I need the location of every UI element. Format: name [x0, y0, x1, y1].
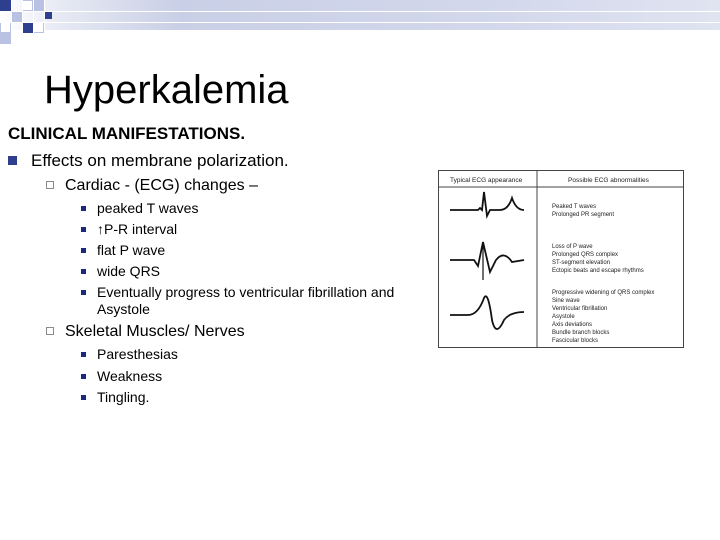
ecg-row2-line2: Prolonged QRS complex	[552, 252, 619, 258]
small-square-bullet-icon	[81, 248, 86, 253]
slide-title: Hyperkalemia	[44, 68, 289, 112]
ecg-table-svg	[438, 170, 684, 348]
small-square-bullet-icon	[81, 206, 86, 211]
bullet-text: Cardiac - (ECG) changes –	[65, 177, 258, 194]
ecg-row3-line6: Bundle branch blocks	[552, 330, 610, 336]
list-item	[81, 242, 165, 259]
header-band	[0, 0, 720, 30]
section-heading: CLINICAL MANIFESTATIONS.	[8, 124, 246, 143]
ecg-row2-line1: Loss of P wave	[552, 244, 593, 250]
hollow-square-bullet-icon	[46, 181, 54, 189]
deco-line	[33, 0, 34, 50]
deco-square	[0, 33, 11, 44]
list-item-text: Tingling.	[97, 389, 150, 405]
ecg-row2-line3: ST-segment elevation	[552, 260, 611, 266]
list-item-text: Eventually progress to ventricular fibrillation and Asystole	[97, 284, 395, 317]
bullet-skeletal	[46, 322, 245, 342]
small-square-bullet-icon	[81, 352, 86, 357]
ecg-row3-line1: Progressive widening of QRS complex	[552, 290, 655, 296]
ecg-table-figure	[438, 170, 684, 348]
deco-line	[44, 0, 45, 50]
deco-square	[44, 11, 52, 19]
deco-line	[0, 11, 720, 12]
deco-square	[0, 0, 11, 11]
list-item-text: wide QRS	[97, 263, 161, 279]
deco-line	[11, 0, 12, 50]
deco-square	[11, 11, 22, 22]
header-decoration	[0, 0, 720, 50]
deco-line	[22, 0, 23, 50]
deco-line	[0, 22, 720, 23]
deco-square	[0, 22, 11, 33]
list-item	[81, 263, 160, 280]
bullet-cardiac	[46, 176, 258, 196]
list-item-text: Paresthesias	[97, 346, 178, 362]
list-item-text: Weakness	[97, 368, 163, 384]
deco-square	[22, 22, 33, 33]
square-bullet-icon	[8, 156, 17, 165]
list-item-text: ↑P-R interval	[97, 221, 178, 237]
hollow-square-bullet-icon	[46, 327, 54, 335]
list-item	[81, 284, 447, 318]
list-item	[81, 346, 178, 363]
small-square-bullet-icon	[81, 227, 86, 232]
ecg-row3-line2: Sine wave	[552, 298, 580, 304]
small-square-bullet-icon	[81, 395, 86, 400]
ecg-row3-line3: Ventricular fibrillation	[552, 306, 608, 312]
bullet-membrane-polarization	[8, 150, 289, 172]
ecg-row2-line4: Ectopic beats and escape rhythms	[552, 268, 644, 274]
list-item	[81, 368, 162, 385]
ecg-row1-line1: Peaked T waves	[552, 204, 597, 210]
bullet-text: Skeletal Muscles/ Nerves	[65, 323, 245, 340]
list-item	[81, 221, 177, 238]
list-item	[81, 389, 149, 406]
small-square-bullet-icon	[81, 374, 86, 379]
list-item-text: flat P wave	[97, 242, 166, 258]
list-item	[81, 200, 198, 217]
deco-square	[22, 0, 33, 11]
small-square-bullet-icon	[81, 269, 86, 274]
ecg-header-possible: Possible ECG abnormalities	[568, 177, 649, 184]
ecg-header-typical: Typical ECG appearance	[450, 177, 523, 184]
ecg-row3-line7: Fascicular blocks	[552, 338, 599, 344]
bullet-text: Effects on membrane polarization.	[31, 151, 289, 170]
table-border	[439, 171, 684, 348]
deco-square	[33, 22, 44, 33]
small-square-bullet-icon	[81, 290, 86, 295]
ecg-row3-line4: Asystole	[552, 314, 575, 320]
list-item-text: peaked T waves	[97, 200, 199, 216]
deco-square	[33, 0, 44, 11]
ecg-row3-line5: Axis deviations	[552, 322, 593, 328]
ecg-row1-line2: Prolonged PR segment	[552, 212, 615, 218]
